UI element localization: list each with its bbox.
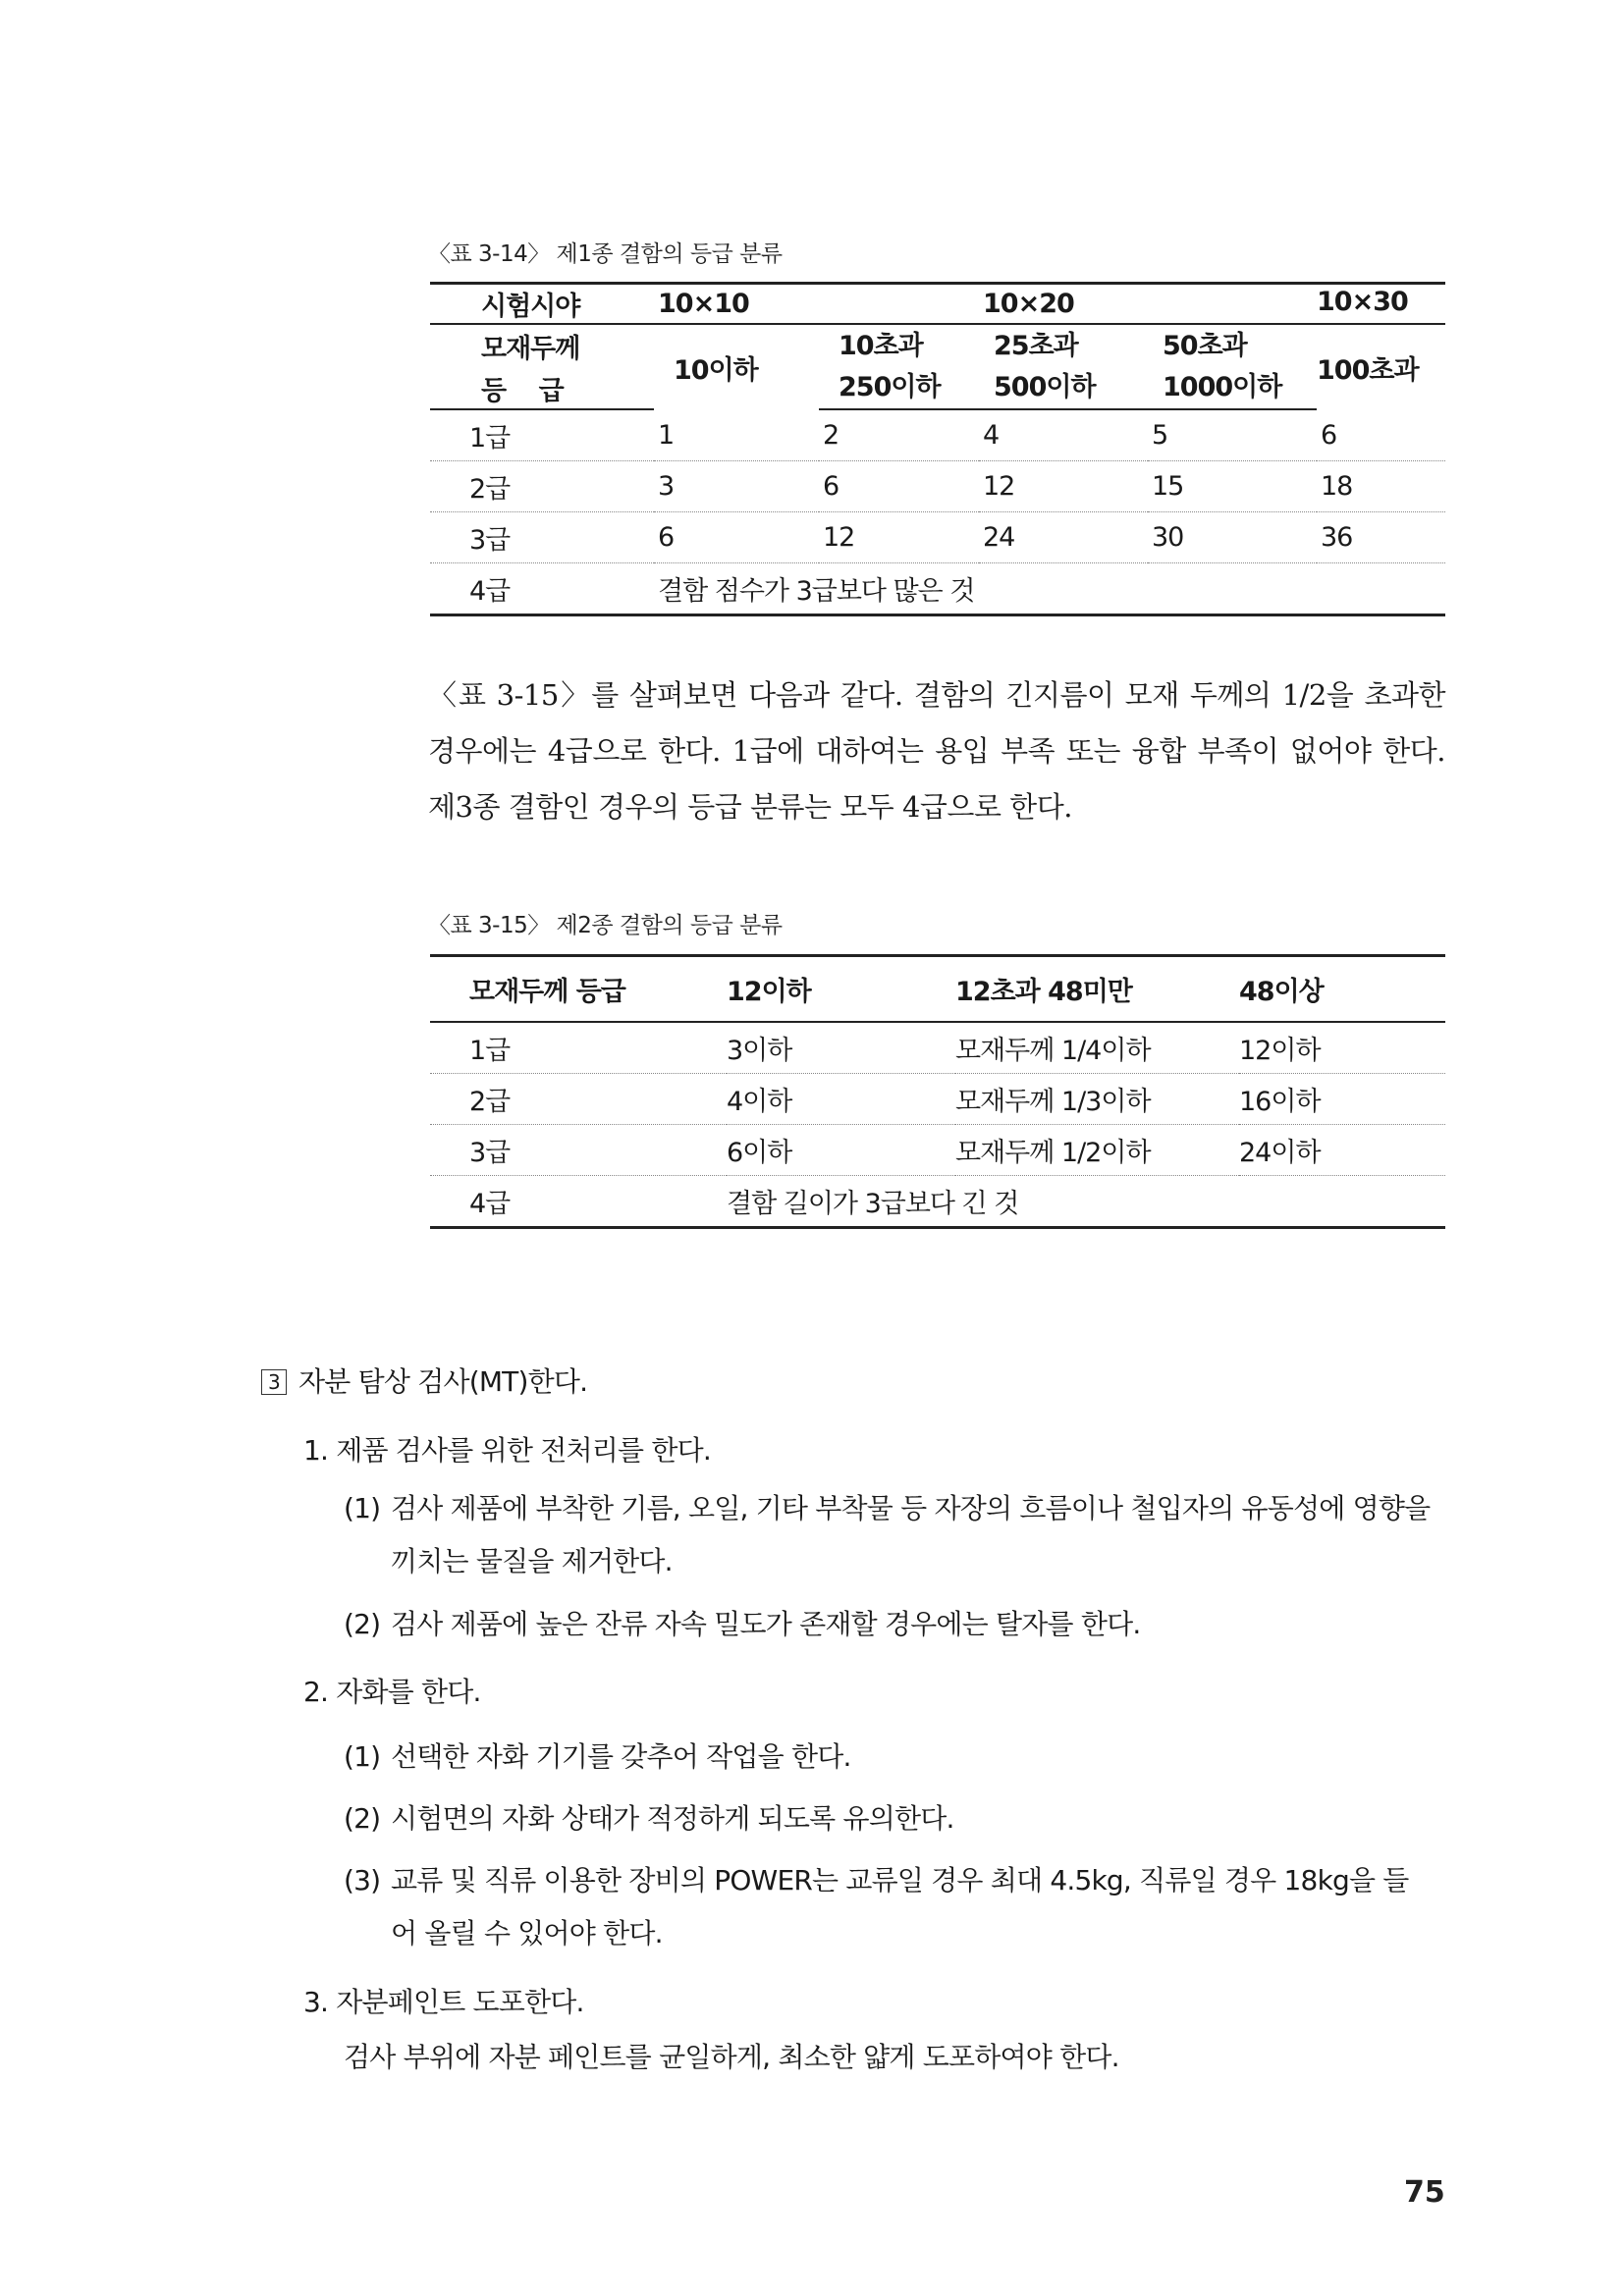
header-thick-4-bottom: 1000이하 — [1148, 367, 1317, 409]
sub-item-number: (1) — [344, 1492, 381, 1524]
header-thick-5: 100초과 — [1317, 354, 1419, 386]
header-thick-3-top: 25초과 — [994, 330, 1078, 361]
header-field-10x20: 10×20 — [983, 289, 1074, 319]
table-row — [430, 512, 1445, 563]
grade-cell: 4급 — [430, 563, 654, 615]
value-cell: 24이하 — [1239, 1125, 1445, 1176]
value-cell: 3 — [654, 461, 819, 512]
value-cell: 36 — [1317, 512, 1445, 563]
section-heading — [261, 1361, 587, 1400]
value-cell: 모재두께 1/2이하 — [955, 1125, 1239, 1176]
header-field-10x10: 10×10 — [654, 284, 819, 325]
table-row — [430, 1125, 1445, 1176]
note-cell: 결함 점수가 3급보다 많은 것 — [654, 563, 1445, 615]
table1-grade-classification — [430, 282, 1445, 616]
value-cell: 6 — [819, 461, 979, 512]
sub-item — [344, 1482, 1445, 1588]
value-cell: 2 — [819, 409, 979, 461]
header-field-10x30: 10×30 — [1317, 287, 1408, 317]
value-cell: 16이하 — [1239, 1074, 1445, 1125]
header-cell: 12초과 48미만 — [955, 956, 1239, 1023]
header-thick-3-bottom: 500이하 — [979, 367, 1148, 409]
value-cell: 6이하 — [727, 1125, 955, 1176]
value-cell: 18 — [1317, 461, 1445, 512]
header-cell: 48이상 — [1239, 956, 1445, 1023]
sub-item-continuation: 어 올릴 수 있어야 한다. — [391, 1917, 663, 1949]
sub-item-number: (3) — [344, 1864, 381, 1896]
table-row — [430, 409, 1445, 461]
value-cell: 24 — [979, 512, 1148, 563]
sub-item-number: (1) — [344, 1740, 381, 1773]
grade-cell: 4급 — [430, 1176, 727, 1228]
header-grade-label: 등 급 — [430, 367, 654, 409]
value-cell: 6 — [654, 512, 819, 563]
header-cell: 모재두께 등급 — [430, 956, 727, 1023]
sub-item — [344, 1792, 1445, 1845]
value-cell: 6 — [1317, 409, 1445, 461]
value-cell: 30 — [1148, 512, 1317, 563]
grade-cell: 2급 — [430, 461, 654, 512]
sub-item-text: 검사 제품에 부착한 기름, 오일, 기타 부착물 등 자장의 흐름이나 철입자의 유동성에 영향을 — [391, 1492, 1431, 1524]
value-cell: 12이하 — [1239, 1022, 1445, 1074]
body-paragraph: 〈표 3-15〉를 살펴보면 다음과 같다. 결함의 긴지름이 모재 두께의 1/2을 초과한 경우에는 4급으로 한다. 1급에 대하여는 용입 부족 또는 융합 부족이 없어야 한다. 제3종 결함인 경우의 등급 분류는 모두 4급으로 한다. — [428, 678, 1445, 824]
page-number: 75 — [1404, 2175, 1445, 2210]
table-row — [430, 563, 1445, 615]
table-row — [430, 461, 1445, 512]
sub-item-continuation: 끼치는 물질을 제거한다. — [391, 1545, 673, 1577]
sub-item — [344, 1854, 1445, 1960]
header-field-label: 시험시야 — [430, 284, 654, 325]
sub-item-text: 검사 제품에 높은 잔류 자속 밀도가 존재할 경우에는 탈자를 한다. — [391, 1608, 1141, 1640]
value-cell: 12 — [979, 461, 1148, 512]
sub-item-text: 시험면의 자화 상태가 적정하게 되도록 유의한다. — [391, 1802, 954, 1835]
grade-cell: 3급 — [430, 1125, 727, 1176]
step-heading: 3. 자분페인트 도포한다. — [303, 1986, 584, 2018]
grade-cell: 2급 — [430, 1074, 727, 1125]
table-row — [430, 1074, 1445, 1125]
value-cell: 12 — [819, 512, 979, 563]
table-row — [430, 1176, 1445, 1228]
value-cell: 4 — [979, 409, 1148, 461]
header-thick-1: 10이하 — [674, 354, 758, 386]
header-thickness-label: 모재두께 — [481, 334, 580, 364]
header-thick-4-top: 50초과 — [1163, 330, 1247, 361]
sub-item-number: (2) — [344, 1608, 381, 1640]
value-cell: 모재두께 1/3이하 — [955, 1074, 1239, 1125]
header-thick-2-bottom: 250이하 — [819, 367, 979, 409]
step-body: 검사 부위에 자분 페인트를 균일하게, 최소한 얇게 도포하여야 한다. — [344, 2041, 1119, 2073]
value-cell: 1 — [654, 409, 819, 461]
table-row — [430, 1022, 1445, 1074]
value-cell: 15 — [1148, 461, 1317, 512]
table2-grade-classification — [430, 954, 1445, 1229]
sub-item-text: 교류 및 직류 이용한 장비의 POWER는 교류일 경우 최대 4.5kg, 직류일 경우 18kg을 들 — [391, 1864, 1409, 1896]
grade-cell: 1급 — [430, 409, 654, 461]
grade-cell: 3급 — [430, 512, 654, 563]
value-cell: 3이하 — [727, 1022, 955, 1074]
sub-item-number: (2) — [344, 1802, 381, 1835]
note-cell: 결함 길이가 3급보다 긴 것 — [727, 1176, 1445, 1228]
header-thick-2-top: 10초과 — [839, 330, 923, 361]
boxed-number: 3 — [261, 1369, 287, 1395]
value-cell: 모재두께 1/4이하 — [955, 1022, 1239, 1074]
sub-item — [344, 1598, 1445, 1651]
step-heading: 1. 제품 검사를 위한 전처리를 한다. — [303, 1434, 711, 1467]
grade-cell: 1급 — [430, 1022, 727, 1074]
sub-item-text: 선택한 자화 기기를 갖추어 작업을 한다. — [391, 1740, 851, 1773]
section-title: 자분 탐상 검사(MT)한다. — [298, 1365, 588, 1398]
step-heading: 2. 자화를 한다. — [303, 1676, 481, 1708]
header-cell: 12이하 — [727, 956, 955, 1023]
value-cell: 4이하 — [727, 1074, 955, 1125]
sub-item — [344, 1731, 1445, 1784]
table1-caption: 〈표 3-14〉 제1종 결함의 등급 분류 — [428, 241, 783, 267]
table2-caption: 〈표 3-15〉 제2종 결함의 등급 분류 — [428, 913, 783, 938]
value-cell: 5 — [1148, 409, 1317, 461]
